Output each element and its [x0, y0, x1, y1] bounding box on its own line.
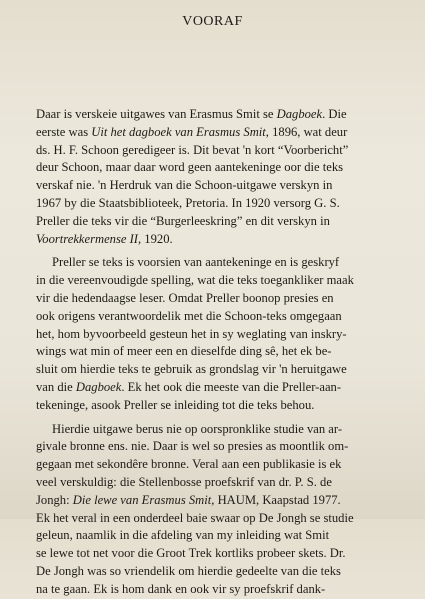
- text-span: in die vereenvoudigde spelling, wat die teks toegankliker maak: [36, 273, 354, 288]
- text-line: [36, 106, 422, 124]
- text-span: 1967 by die Staatsbiblioteek, Pretoria. In 1920 versorg G. S.: [36, 195, 340, 210]
- text-line: [36, 124, 422, 142]
- text-line: [36, 254, 422, 272]
- italic-title-text: Dagboek: [276, 107, 323, 121]
- text-line: [36, 563, 422, 581]
- text-span: deur Schoon, maar daar word geen aantekeninge oor die teks: [36, 160, 344, 175]
- text-line: [36, 438, 422, 456]
- italic-title-text: Voortrekkermense II: [36, 231, 138, 246]
- text-span: De Jongh was so vriendelik om hierdie gedeelte van die teks: [36, 563, 341, 578]
- text-span: eerste was: [36, 124, 92, 139]
- text-span: tekeninge, asook Preller se inleiding tot die teks behou.: [36, 397, 315, 412]
- text-line: [36, 272, 422, 290]
- text-line: [36, 527, 422, 545]
- text-span: . Die: [322, 107, 347, 121]
- text-span: ook origens verantwoordelik met die Schoon-teks omgegaan: [36, 308, 342, 323]
- text-span: Preller die teks vir die “Burgerleeskring” en dit verskyn in: [36, 213, 330, 228]
- body-text: [36, 106, 422, 599]
- text-span: se lewe tot net voor die Groot Trek kortliks probeer skets. Dr.: [36, 546, 346, 561]
- italic-title-text: Uit het dagboek van Erasmus Smit: [91, 124, 266, 139]
- text-span: Jongh:: [36, 492, 73, 507]
- text-line: [36, 290, 422, 308]
- text-span: givale bronne ens. nie. Daar is wel so presies as moontlik om-: [36, 439, 349, 454]
- text-line: [36, 177, 422, 195]
- italic-title-text: Dagboek: [75, 379, 122, 394]
- text-line: [36, 379, 422, 397]
- text-span: , 1920.: [138, 231, 173, 246]
- text-line: [36, 510, 422, 528]
- text-line: [36, 231, 422, 249]
- text-span: . Ek het ook die meeste van die Preller-aan-: [121, 379, 342, 394]
- text-span: Hierdie uitgawe berus nie op oorspronklike studie van ar-: [52, 421, 343, 436]
- text-span: Daar is verskeie uitgawes van Erasmus Smit se: [36, 107, 277, 121]
- text-line: [36, 361, 422, 379]
- text-span: van die: [36, 379, 76, 394]
- text-line: [36, 213, 422, 231]
- text-span: veel verskuldig: die Stellenbosse proefskrif van dr. P. S. de: [36, 474, 332, 489]
- text-span: na te gaan. Ek is hom dank en ook vir sy proefskrif dank-: [36, 581, 326, 596]
- text-line: [36, 159, 422, 177]
- italic-title-text: Die lewe van Erasmus Smit: [72, 492, 212, 507]
- text-line: [36, 397, 422, 415]
- text-line: [36, 545, 422, 563]
- text-line: [36, 474, 422, 492]
- text-line: [36, 343, 422, 361]
- text-line: [36, 308, 422, 326]
- text-span: Preller se teks is voorsien van aantekeninge en is geskryf: [52, 255, 340, 270]
- text-span: , HAUM, Kaapstad 1977.: [211, 492, 341, 507]
- text-span: ds. H. F. Schoon geredigeer is. Dit bevat 'n kort “Voorbericht”: [36, 142, 349, 157]
- text-line: [36, 421, 422, 439]
- text-span: gegaan met sekondêre bronne. Veral aan een publikasie is ek: [36, 457, 342, 472]
- text-span: het, hom byvoorbeeld gesteun het in sy weglating van inskry-: [36, 326, 347, 341]
- text-span: , 1896, wat deur: [265, 124, 348, 139]
- text-span: Ek het veral in een onderdeel baie swaar op De Jongh se studie: [36, 510, 354, 525]
- text-line: [36, 195, 422, 213]
- text-line: [36, 456, 422, 474]
- text-line: [36, 492, 422, 510]
- text-span: verskaf nie. 'n Herdruk van die Schoon-uitgawe verskyn in: [36, 178, 333, 193]
- text-span: sluit om hierdie teks te gebruik as grondslag vir 'n heruitgawe: [36, 362, 347, 377]
- text-span: vir die hedendaagse leser. Omdat Preller boonop presies en: [36, 290, 334, 305]
- text-span: geleun, naamlik in die afdeling van my inleiding wat Smit: [36, 528, 330, 543]
- page-title: VOORAF: [182, 14, 243, 29]
- text-line: [36, 581, 422, 599]
- text-line: [36, 142, 422, 160]
- text-line: [36, 326, 422, 344]
- text-span: wings wat min of meer een en dieselfde ding sê, het ek be-: [36, 344, 332, 359]
